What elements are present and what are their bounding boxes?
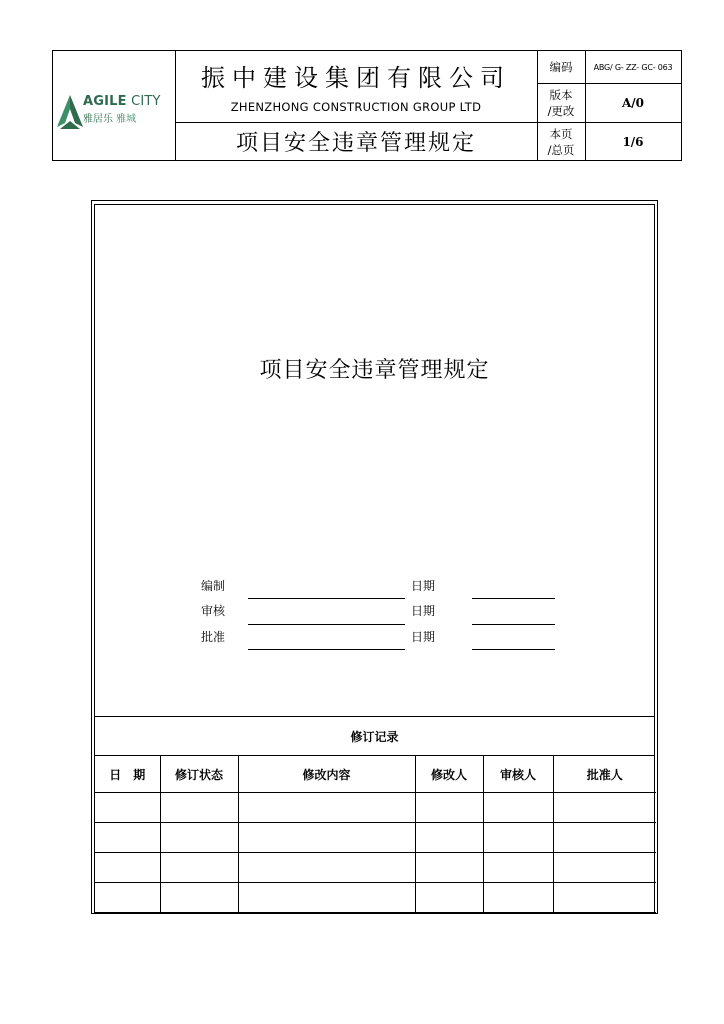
cover-inner-frame [94,204,655,913]
table-cell[interactable] [483,853,553,883]
reviewed-date-label: 日期 [411,604,436,618]
table-cell[interactable] [238,853,415,883]
header-doc-title: 项目安全违章管理规定 [235,131,476,156]
col-status: 修订状态 [160,756,238,793]
table-cell[interactable] [553,853,656,883]
table-cell[interactable] [553,823,656,853]
table-cell[interactable] [415,883,483,913]
company-name-en: ZHENZHONG CONSTRUCTION GROUP LTD [230,100,482,114]
col-date: 日 期 [95,756,160,793]
cover-frame [91,200,658,914]
prepared-by-label: 编制 [201,579,226,593]
table-cell[interactable] [95,883,160,913]
reviewed-date-line[interactable] [472,624,555,625]
revision-record [95,716,654,913]
document-code: ABG/ G- ZZ- GC- 063 [593,62,673,72]
approved-by-line[interactable] [248,649,405,650]
table-cell[interactable] [95,793,160,823]
col-approver: 批准人 [553,756,656,793]
table-cell[interactable] [238,883,415,913]
table-row [95,883,656,913]
prepared-date-label: 日期 [411,579,436,593]
table-cell[interactable] [415,793,483,823]
prepared-by-line[interactable] [248,598,405,599]
logo-english-text: AGILE CITY [83,94,161,109]
agile-leaf-icon [55,93,85,133]
version-label: 版本 /更改 [547,88,575,118]
approved-date-line[interactable] [472,649,555,650]
table-cell[interactable] [553,793,656,823]
revision-title: 修订记录 [95,716,654,756]
table-cell[interactable] [95,823,160,853]
page-label: 本页 /总页 [547,126,575,157]
reviewed-by-label: 审核 [201,604,226,618]
col-reviewer: 审核人 [483,756,553,793]
table-cell[interactable] [160,793,238,823]
logo-chinese-text: 雅居乐 雅城 [83,114,137,125]
table-cell[interactable] [238,793,415,823]
revision-table [95,756,656,913]
table-header-row [95,756,656,793]
document-header [52,50,682,161]
prepared-date-line[interactable] [472,598,555,599]
table-row [95,793,656,823]
company-name-cn: 振中建设集团有限公司 [201,63,511,92]
col-modifier: 修改人 [415,756,483,793]
table-cell[interactable] [160,823,238,853]
company-logo [53,51,175,160]
approved-date-label: 日期 [411,630,436,644]
code-label: 编码 [549,60,573,74]
table-cell[interactable] [95,853,160,883]
table-cell[interactable] [160,853,238,883]
cover-title: 项目安全违章管理规定 [259,358,490,383]
table-cell[interactable] [160,883,238,913]
table-cell[interactable] [415,823,483,853]
table-row [95,823,656,853]
col-content: 修改内容 [238,756,415,793]
version-value: A/0 [621,96,645,110]
approved-by-label: 批准 [201,630,226,644]
table-cell[interactable] [415,853,483,883]
table-cell[interactable] [483,793,553,823]
table-cell[interactable] [238,823,415,853]
page-number: 1/6 [622,134,644,149]
reviewed-by-line[interactable] [248,624,405,625]
table-row [95,853,656,883]
table-cell[interactable] [483,823,553,853]
table-cell[interactable] [483,883,553,913]
table-cell[interactable] [553,883,656,913]
